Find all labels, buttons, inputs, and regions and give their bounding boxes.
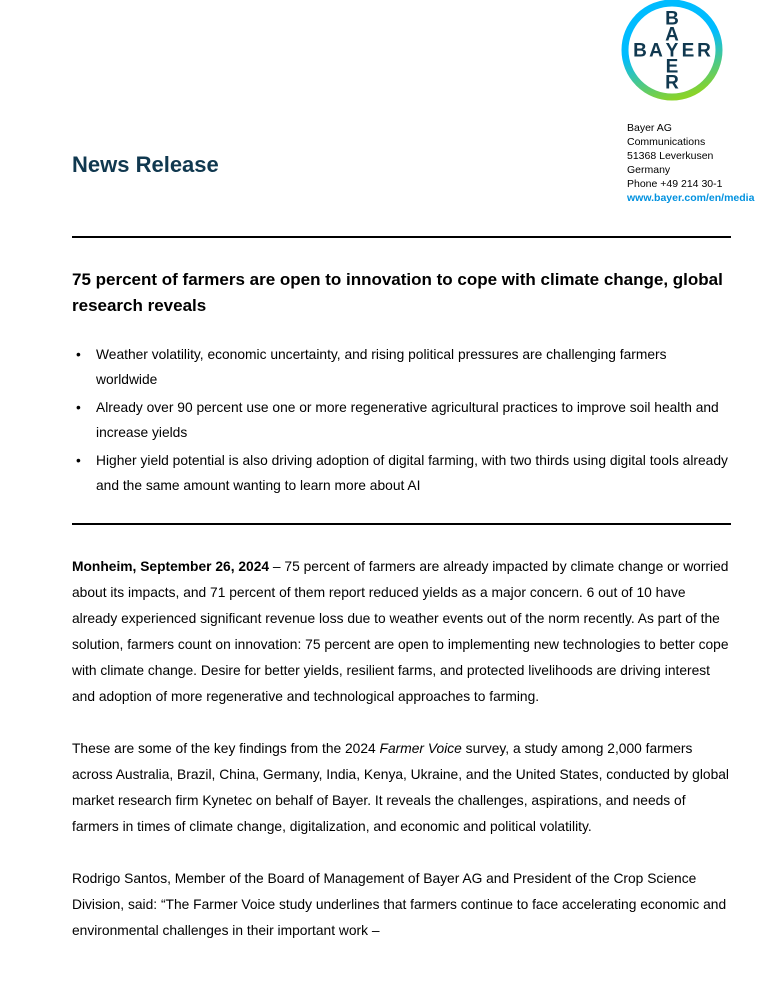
contact-line: Phone +49 214 30-1 [627, 178, 723, 190]
bayer-cross-icon [620, 0, 724, 102]
paragraph-segment: Rodrigo Santos, Member of the Board of Management of Bayer AG and President of the Crop Science Division, said: “The Farmer Voice study underlines that farmers continue to face accelerating economic and environmental challenges in their important work – [72, 871, 727, 938]
bayer-logo [620, 0, 724, 102]
paragraph-segment: Farmer Voice [379, 741, 462, 756]
contact-line: Bayer AG [627, 122, 672, 134]
headline: 75 percent of farmers are open to innovation to cope with climate change, global research reveals [72, 270, 723, 315]
website-link[interactable]: www.bayer.com/en/media [627, 192, 755, 204]
paragraph-segment: Monheim, September 26, 2024 [72, 559, 270, 574]
divider-top [72, 236, 731, 238]
bullet-item: • Weather volatility, economic uncertainty, and rising political pressures are challenging farmers worldwide [72, 342, 731, 392]
contact-block [627, 121, 754, 205]
logo-letter: R [665, 72, 679, 94]
contact-line: Communications [627, 136, 706, 148]
body-paragraph [72, 736, 731, 840]
logo-letter: A [649, 40, 663, 62]
logo-letter: B [633, 40, 647, 62]
body-paragraph [72, 554, 731, 710]
page-header [0, 0, 775, 236]
logo-letter: E [681, 40, 695, 62]
bullet-item: • Already over 90 percent use one or more regenerative agricultural practices to improve soil health and increase yields [72, 395, 731, 445]
news-release-title: News Release [72, 152, 219, 177]
bullet-item: • Higher yield potential is also driving adoption of digital farming, with two thirds using digital tools already and the same amount wanting to learn more about AI [72, 448, 731, 498]
contact-line: Germany [627, 164, 671, 176]
paragraph-segment: These are some of the key findings from the 2024 [72, 741, 380, 756]
divider-middle [72, 523, 731, 525]
logo-letter: B [665, 8, 679, 30]
paragraph-segment: – 75 percent of farmers are already impacted by climate change or worried about its impacts, and 71 percent of them report reduced yields as a major concern. 6 out of 10 have already experienced significant revenue loss due to weather events out of the norm recently. As part of the solution, farmers count on innovation: 75 percent are open to implementing new technologies to better cope with climate change. Desire for better yields, resilient farms, and protected livelihoods are driving interest and adoption of more regenerative and technological approaches to farming. [72, 559, 729, 704]
logo-letter: Y [665, 40, 679, 62]
logo-letter: E [665, 56, 679, 78]
contact-line: 51368 Leverkusen [627, 150, 714, 162]
logo-letter: A [665, 24, 679, 46]
bullet-list [72, 342, 731, 498]
paragraph-segment: survey, a study among 2,000 farmers across Australia, Brazil, China, Germany, India, Kenya, Ukraine, and the United States, conducted by global market research firm Kynetec on behalf of Bayer. It reveals the challenges, aspirations, and needs of farmers in times of climate change, digitalization, and economic and political volatility. [72, 741, 729, 834]
body-paragraph [72, 866, 731, 944]
article-body [72, 554, 731, 944]
logo-letter: R [697, 40, 711, 62]
